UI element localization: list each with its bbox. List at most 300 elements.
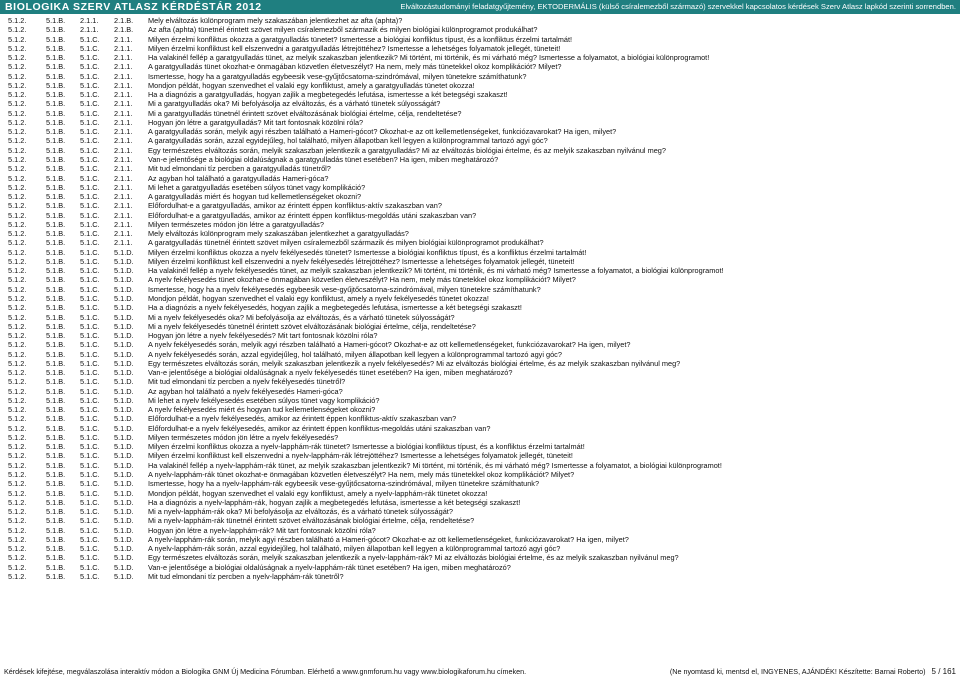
question-row bbox=[8, 331, 956, 340]
row-code: 5.1.D. bbox=[114, 321, 134, 331]
row-code: 5.1.C. bbox=[80, 544, 100, 554]
row-code: 5.1.B. bbox=[46, 516, 66, 526]
row-question: Egy természetes elváltozás során, melyik szakaszban jelentkezik a garatgyulladás? Mi az elváltozás biológiai értelme, és az melyik szakaszban nyilvánul meg? bbox=[148, 145, 666, 155]
row-code: 5.1.C. bbox=[80, 386, 100, 396]
row-code: 5.1.C. bbox=[80, 571, 100, 581]
question-row bbox=[8, 109, 956, 118]
row-code: 5.1.B. bbox=[46, 497, 66, 507]
row-code: 5.1.2. bbox=[8, 432, 27, 442]
row-code: 5.1.B. bbox=[46, 247, 66, 257]
row-code: 5.1.C. bbox=[80, 349, 100, 359]
row-code: 5.1.C. bbox=[80, 423, 100, 433]
question-row bbox=[8, 479, 956, 488]
row-code: 5.1.2. bbox=[8, 99, 27, 109]
row-question: Mi lehet a garatgyulladás esetében súlyos tünet vagy komplikáció? bbox=[148, 182, 366, 192]
question-row bbox=[8, 238, 956, 247]
question-row bbox=[8, 535, 956, 544]
row-code: 5.1.2. bbox=[8, 219, 27, 229]
row-code: 5.1.2. bbox=[8, 553, 27, 563]
row-code: 5.1.D. bbox=[114, 562, 134, 572]
row-code: 5.1.B. bbox=[46, 386, 66, 396]
row-code: 5.1.B. bbox=[46, 571, 66, 581]
question-row bbox=[8, 275, 956, 284]
footer-credit bbox=[670, 666, 956, 678]
row-code: 5.1.B. bbox=[46, 488, 66, 498]
row-code: 2.1.1. bbox=[80, 25, 99, 35]
question-row bbox=[8, 62, 956, 71]
question-row bbox=[8, 155, 956, 164]
question-row bbox=[8, 174, 956, 183]
row-code: 5.1.C. bbox=[80, 43, 100, 53]
row-code: 5.1.2. bbox=[8, 451, 27, 461]
row-code: 5.1.C. bbox=[80, 460, 100, 470]
row-code: 5.1.2. bbox=[8, 331, 27, 341]
row-code: 5.1.2. bbox=[8, 275, 27, 285]
row-code: 2.1.1. bbox=[114, 173, 133, 183]
row-code: 2.1.1. bbox=[80, 16, 99, 25]
question-row bbox=[8, 470, 956, 479]
row-code: 5.1.D. bbox=[114, 525, 134, 535]
row-code: 5.1.D. bbox=[114, 303, 134, 313]
row-code: 5.1.C. bbox=[80, 62, 100, 72]
row-code: 5.1.C. bbox=[80, 562, 100, 572]
row-code: 5.1.2. bbox=[8, 127, 27, 137]
row-question: Ha valakinél fellép a nyelv-lapphám-rák tünet, az melyik szakaszban jelentkezik? Mi történt, mi történik, és mi várható még? Ismertesse a folyamatot, a biológiai különprogramot! bbox=[148, 460, 722, 470]
row-code: 5.1.2. bbox=[8, 256, 27, 266]
question-row bbox=[8, 368, 956, 377]
row-code: 5.1.2. bbox=[8, 284, 27, 294]
question-row bbox=[8, 146, 956, 155]
row-question: A garatgyulladás során, azzal egyidejűleg, hol található, milyen állapotban kell legyen a különprogrammal tartozó agyi góc? bbox=[148, 136, 548, 146]
row-code: 5.1.C. bbox=[80, 405, 100, 415]
row-code: 5.1.2. bbox=[8, 312, 27, 322]
row-code: 5.1.2. bbox=[8, 497, 27, 507]
row-question: Mit tud elmondani tíz percben a garatgyulladás tünetről? bbox=[148, 164, 331, 174]
row-code: 5.1.D. bbox=[114, 497, 134, 507]
row-code: 5.1.B. bbox=[46, 525, 66, 535]
footer-note: Kérdések kifejtése, megválaszolása interaktív módon a Biologika GNM Új Medicina Fórumban. Elérhető a www.gnmforum.hu vagy www.biologikaforum.hu címeken. bbox=[4, 667, 527, 676]
row-code: 5.1.D. bbox=[114, 414, 134, 424]
row-code: 5.1.C. bbox=[80, 164, 100, 174]
row-code: 5.1.2. bbox=[8, 136, 27, 146]
row-question: Egy természetes elváltozás során, melyik szakaszban jelentkezik a nyelv-lapphám-rák? Mi az elváltozás biológiai értelme, és az melyik szakaszban nyilvánul meg? bbox=[148, 553, 679, 563]
row-code: 5.1.B. bbox=[46, 192, 66, 202]
row-code: 5.1.C. bbox=[80, 525, 100, 535]
row-code: 5.1.B. bbox=[46, 470, 66, 480]
row-question: Van-e jelentősége a biológiai oldalúságnak a garatgyulladás tünet esetében? Ha igen, miben meghatározó? bbox=[148, 154, 499, 164]
row-code: 5.1.C. bbox=[80, 136, 100, 146]
row-code: 5.1.D. bbox=[114, 256, 134, 266]
question-row bbox=[8, 164, 956, 173]
row-code: 5.1.B. bbox=[46, 275, 66, 285]
row-code: 5.1.B. bbox=[46, 395, 66, 405]
row-code: 5.1.2. bbox=[8, 340, 27, 350]
question-row bbox=[8, 451, 956, 460]
row-question: Mit tud elmondani tíz percben a nyelv-lapphám-rák tünetről? bbox=[148, 571, 344, 581]
row-code: 5.1.C. bbox=[80, 192, 100, 202]
row-code: 5.1.2. bbox=[8, 266, 27, 276]
row-code: 5.1.D. bbox=[114, 293, 134, 303]
question-row bbox=[8, 248, 956, 257]
row-code: 5.1.D. bbox=[114, 405, 134, 415]
question-row bbox=[8, 442, 956, 451]
row-code: 5.1.B. bbox=[46, 432, 66, 442]
row-code: 5.1.2. bbox=[8, 534, 27, 544]
row-code: 5.1.C. bbox=[80, 395, 100, 405]
row-code: 5.1.2. bbox=[8, 192, 27, 202]
row-code: 5.1.B. bbox=[46, 405, 66, 415]
row-question: A nyelv fekélyesedés tünet okozhat-e önmagában közvetlen életveszélyt? Ha nem, mely más tünetekkel okoz komplikációt? Milyet? bbox=[148, 275, 576, 285]
document-header bbox=[0, 0, 960, 14]
row-question: Mi a nyelv fekélyesedés tünetnél érintett szövet elváltozásának biológiai értelme, célja, rendeltetése? bbox=[148, 321, 476, 331]
row-question: Előfordulhat-e a nyelv fekélyesedés, amikor az érintett éppen konfliktus-aktív szakaszban van? bbox=[148, 414, 457, 424]
row-question: Az agyban hol található a garatgyulladás Hameri-góca? bbox=[148, 173, 329, 183]
question-row bbox=[8, 377, 956, 386]
question-row bbox=[8, 507, 956, 516]
row-code: 5.1.C. bbox=[80, 284, 100, 294]
row-code: 5.1.D. bbox=[114, 395, 134, 405]
row-code: 5.1.C. bbox=[80, 293, 100, 303]
question-row bbox=[8, 266, 956, 275]
row-code: 5.1.2. bbox=[8, 201, 27, 211]
row-question: Mely elváltozás különprogram mely szakaszában jelentkezhet a garatgyulladás? bbox=[148, 229, 409, 239]
row-code: 5.1.2. bbox=[8, 386, 27, 396]
row-question: Mi lehet a nyelv fekélyesedés esetében súlyos tünet vagy komplikáció? bbox=[148, 395, 380, 405]
row-code: 5.1.C. bbox=[80, 368, 100, 378]
row-code: 5.1.B. bbox=[46, 62, 66, 72]
row-code: 5.1.C. bbox=[80, 442, 100, 452]
row-code: 5.1.D. bbox=[114, 358, 134, 368]
row-code: 5.1.B. bbox=[46, 293, 66, 303]
question-row bbox=[8, 489, 956, 498]
row-code: 5.1.C. bbox=[80, 497, 100, 507]
row-code: 2.1.1. bbox=[114, 229, 133, 239]
question-row bbox=[8, 313, 956, 322]
row-code: 2.1.1. bbox=[114, 108, 133, 118]
question-row bbox=[8, 211, 956, 220]
row-code: 5.1.2. bbox=[8, 247, 27, 257]
row-code: 5.1.2. bbox=[8, 470, 27, 480]
row-code: 5.1.C. bbox=[80, 451, 100, 461]
row-code: 5.1.C. bbox=[80, 266, 100, 276]
question-row bbox=[8, 414, 956, 423]
row-code: 5.1.B. bbox=[46, 312, 66, 322]
row-question: Mondjon példát, hogyan szenvedhet el valaki egy konfliktust, amely a garatgyulladás tünetet okozza! bbox=[148, 80, 475, 90]
question-row bbox=[8, 201, 956, 210]
row-question: Mit tud elmondani tíz percben a nyelv fekélyesedés tünetről? bbox=[148, 377, 346, 387]
row-code: 2.1.1. bbox=[114, 90, 133, 100]
row-question: Előfordulhat-e a garatgyulladás, amikor az érintett éppen konfliktus-aktív szakaszban van? bbox=[148, 201, 442, 211]
row-code: 5.1.C. bbox=[80, 99, 100, 109]
question-row bbox=[8, 572, 956, 581]
question-row bbox=[8, 44, 956, 53]
row-code: 5.1.2. bbox=[8, 71, 27, 81]
row-code: 5.1.B. bbox=[46, 25, 66, 35]
row-question: Ismertesse, hogy ha a nyelv fekélyesedés egybeesik vese-gyűjtőcsatorna-szindrómával, milyen tünetekre számíthatunk? bbox=[148, 284, 541, 294]
row-code: 5.1.C. bbox=[80, 414, 100, 424]
question-row bbox=[8, 498, 956, 507]
question-list bbox=[8, 16, 956, 664]
question-row bbox=[8, 285, 956, 294]
row-code: 5.1.B. bbox=[46, 127, 66, 137]
row-code: 5.1.B. bbox=[46, 377, 66, 387]
row-code: 5.1.C. bbox=[80, 71, 100, 81]
row-code: 5.1.C. bbox=[80, 432, 100, 442]
row-question: Van-e jelentősége a biológiai oldalúságnak a nyelv fekélyesedés tünet esetében? Ha igen, miben meghatározó? bbox=[148, 368, 513, 378]
row-code: 5.1.B. bbox=[46, 16, 66, 25]
row-code: 5.1.2. bbox=[8, 117, 27, 127]
row-question: Mi a nyelv-lapphám-rák tünetnél érintett szövet elváltozásának biológiai értelme, célja, rendeltetése? bbox=[148, 516, 475, 526]
row-code: 5.1.2. bbox=[8, 62, 27, 72]
row-code: 2.1.1. bbox=[114, 99, 133, 109]
row-code: 5.1.2. bbox=[8, 210, 27, 220]
row-code: 5.1.2. bbox=[8, 229, 27, 239]
row-code: 5.1.B. bbox=[46, 507, 66, 517]
question-row bbox=[8, 35, 956, 44]
row-code: 5.1.2. bbox=[8, 349, 27, 359]
question-row bbox=[8, 99, 956, 108]
question-row bbox=[8, 303, 956, 312]
question-row bbox=[8, 461, 956, 470]
row-code: 5.1.D. bbox=[114, 349, 134, 359]
row-code: 5.1.D. bbox=[114, 386, 134, 396]
question-row bbox=[8, 359, 956, 368]
row-code: 5.1.B. bbox=[46, 99, 66, 109]
row-code: 5.1.2. bbox=[8, 562, 27, 572]
row-question: A nyelv-lapphám-rák tünet okozhat-e önmagában közvetlen életveszélyt? Ha nem, mely más tünetekkel okoz komplikációt? Milyet? bbox=[148, 470, 575, 480]
row-question: Ha valakinél fellép a garatgyulladás tünet, az melyik szakaszban jelentkezik? Mi történt, mi történik, és mi várható még? Ismertesse a folyamatot, a biológiai különprogramot! bbox=[148, 53, 710, 63]
row-code: 5.1.2. bbox=[8, 34, 27, 44]
row-code: 5.1.2. bbox=[8, 43, 27, 53]
row-question: Ismertesse, hogy ha a garatgyulladás egybeesik vese-gyűjtőcsatorna-szindrómával, milyen tünetekre számíthatunk? bbox=[148, 71, 527, 81]
row-code: 5.1.B. bbox=[46, 108, 66, 118]
row-code: 5.1.B. bbox=[46, 358, 66, 368]
row-code: 5.1.2. bbox=[8, 182, 27, 192]
question-row bbox=[8, 118, 956, 127]
row-code: 5.1.B. bbox=[46, 553, 66, 563]
row-code: 5.1.C. bbox=[80, 275, 100, 285]
footer-credit-text: (Ne nyomtasd ki, mentsd el, INGYENES, AJÁNDÉK! Készítette: Barnai Roberto) bbox=[669, 667, 926, 676]
row-code: 5.1.D. bbox=[114, 266, 134, 276]
row-code: 5.1.C. bbox=[80, 331, 100, 341]
row-code: 5.1.D. bbox=[114, 544, 134, 554]
row-code: 5.1.2. bbox=[8, 395, 27, 405]
question-row bbox=[8, 433, 956, 442]
row-code: 5.1.2. bbox=[8, 525, 27, 535]
row-code: 5.1.B. bbox=[46, 321, 66, 331]
row-question: Mondjon példát, hogyan szenvedhet el valaki egy konfliktust, amely a nyelv fekélyesedés tünetet okozza! bbox=[148, 293, 489, 303]
row-code: 5.1.C. bbox=[80, 507, 100, 517]
row-code: 2.1.B. bbox=[114, 16, 134, 25]
page-number: 5 / 161 bbox=[931, 667, 956, 676]
row-code: 5.1.2. bbox=[8, 460, 27, 470]
row-question: A nyelv fekélyesedés során, melyik agyi részben található a Hameri-gócot? Okozhat-e az ott kellemetlenségeket, funkciózavarokat? Ha igen, milyet? bbox=[148, 340, 631, 350]
row-code: 5.1.C. bbox=[80, 219, 100, 229]
row-question: Milyen érzelmi konfliktust kell elszenvedni a nyelv-lapphám-rák létrejöttéhez? Ismertesse a lehetséges folyamatok jellegét, tüneteit! bbox=[148, 451, 573, 461]
row-code: 5.1.2. bbox=[8, 303, 27, 313]
row-question: Ismertesse, hogy ha a nyelv-lapphám-rák egybeesik vese-gyűjtőcsatorna-szindrómával, milyen tünetekre számíthatunk? bbox=[148, 479, 540, 489]
question-row bbox=[8, 53, 956, 62]
question-row bbox=[8, 127, 956, 136]
row-code: 5.1.B. bbox=[46, 340, 66, 350]
row-code: 5.1.B. bbox=[46, 229, 66, 239]
row-code: 5.1.B. bbox=[46, 451, 66, 461]
row-code: 5.1.C. bbox=[80, 340, 100, 350]
question-row bbox=[8, 544, 956, 553]
row-code: 5.1.C. bbox=[80, 534, 100, 544]
row-code: 5.1.C. bbox=[80, 90, 100, 100]
row-question: A garatgyulladás tünetnél érintett szövet milyen csíralemezből származik és milyen biológiai különprogramot produkálhat? bbox=[148, 238, 544, 248]
row-code: 5.1.D. bbox=[114, 470, 134, 480]
row-question: Van-e jelentősége a biológiai oldalúságnak a nyelv-lapphám-rák tünet esetében? Ha igen, miben meghatározó? bbox=[148, 562, 511, 572]
row-code: 5.1.D. bbox=[114, 534, 134, 544]
row-question: Mi a nyelv fekélyesedés oka? Mi befolyásolja az elváltozás, és a várható tünetek súlyosságát? bbox=[148, 312, 455, 322]
row-question: Ha valakinél fellép a nyelv fekélyesedés tünet, az melyik szakaszban jelentkezik? Mi történt, mi történik, és mi várható még? Ismertesse a folyamatot, a biológiai különprogramot! bbox=[148, 266, 724, 276]
question-row bbox=[8, 72, 956, 81]
row-code: 5.1.C. bbox=[80, 238, 100, 248]
question-row bbox=[8, 25, 956, 34]
row-code: 5.1.2. bbox=[8, 108, 27, 118]
row-code: 5.1.C. bbox=[80, 210, 100, 220]
row-question: Milyen érzelmi konfliktust kell elszenvedni a nyelv fekélyesedés létrejöttéhez? Ismertesse a lehetséges folyamatok jellegét, tüneteit! bbox=[148, 256, 575, 266]
row-code: 5.1.C. bbox=[80, 117, 100, 127]
row-code: 2.1.1. bbox=[114, 43, 133, 53]
row-code: 5.1.B. bbox=[46, 534, 66, 544]
row-code: 5.1.B. bbox=[46, 544, 66, 554]
row-question: Előfordulhat-e a garatgyulladás, amikor az érintett éppen konfliktus-megoldás utáni szakaszban van? bbox=[148, 210, 477, 220]
row-question: Milyen természetes módon jön létre a nyelv fekélyesedés? bbox=[148, 432, 339, 442]
question-row bbox=[8, 563, 956, 572]
row-code: 5.1.B. bbox=[46, 43, 66, 53]
row-code: 5.1.C. bbox=[80, 229, 100, 239]
row-code: 5.1.D. bbox=[114, 284, 134, 294]
row-code: 5.1.B. bbox=[46, 442, 66, 452]
row-code: 5.1.2. bbox=[8, 571, 27, 581]
row-question: Egy természetes elváltozás során, melyik szakaszban jelentkezik a nyelv fekélyesedés? Mi az elváltozás biológiai értelme, és az melyik szakaszban nyilvánul meg? bbox=[148, 358, 681, 368]
row-code: 5.1.C. bbox=[80, 201, 100, 211]
row-code: 5.1.B. bbox=[46, 368, 66, 378]
row-code: 5.1.2. bbox=[8, 488, 27, 498]
row-code: 5.1.C. bbox=[80, 479, 100, 489]
row-code: 5.1.2. bbox=[8, 516, 27, 526]
row-question: Hogyan jön létre a nyelv-lapphám-rák? Mit tart fontosnak közölni róla? bbox=[148, 525, 376, 535]
row-code: 5.1.D. bbox=[114, 460, 134, 470]
row-question: Hogyan jön létre a garatgyulladás? Mit tart fontosnak közölni róla? bbox=[148, 117, 364, 127]
row-code: 5.1.2. bbox=[8, 293, 27, 303]
row-question: Ha a diagnózis a nyelv fekélyesedés, hogyan zajlik a megbetegedés lefutása, ismertesse a két betegségi szakaszt! bbox=[148, 303, 522, 313]
question-row bbox=[8, 257, 956, 266]
row-code: 5.1.B. bbox=[46, 219, 66, 229]
row-question: Ha a diagnózis a garatgyulladás, hogyan zajlik a megbetegedés lefutása, ismertesse a két betegségi szakaszt! bbox=[148, 90, 508, 100]
row-question: Milyen érzelmi konfliktus okozza a nyelv-lapphám-rák tünetet? Ismertesse a biológiai konfliktus típust, és a konfliktus érzelmi tartalmát! bbox=[148, 442, 585, 452]
question-row bbox=[8, 350, 956, 359]
row-code: 5.1.2. bbox=[8, 321, 27, 331]
row-question: A nyelv-lapphám-rák során, melyik agyi részben található a Hameri-gócot? Okozhat-e az ott kellemetlenségeket, funkciózavarokat? Ha igen, milyet? bbox=[148, 534, 629, 544]
row-code: 5.1.C. bbox=[80, 182, 100, 192]
question-row bbox=[8, 229, 956, 238]
row-code: 5.1.C. bbox=[80, 127, 100, 137]
row-code: 5.1.2. bbox=[8, 442, 27, 452]
row-code: 5.1.B. bbox=[46, 238, 66, 248]
row-code: 5.1.C. bbox=[80, 108, 100, 118]
row-code: 5.1.B. bbox=[46, 460, 66, 470]
question-row bbox=[8, 192, 956, 201]
row-code: 5.1.D. bbox=[114, 516, 134, 526]
row-code: 5.1.D. bbox=[114, 553, 134, 563]
row-code: 5.1.D. bbox=[114, 432, 134, 442]
row-code: 5.1.B. bbox=[46, 117, 66, 127]
row-code: 2.1.1. bbox=[114, 154, 133, 164]
row-code: 5.1.B. bbox=[46, 164, 66, 174]
row-code: 5.1.B. bbox=[46, 80, 66, 90]
question-row bbox=[8, 81, 956, 90]
row-code: 5.1.C. bbox=[80, 80, 100, 90]
row-question: Az afta (aphta) tünetnél érintett szövet milyen csíralemezből származik és milyen biológiai különprogramot produkálhat? bbox=[148, 25, 538, 35]
row-code: 5.1.B. bbox=[46, 201, 66, 211]
row-question: Mi a garatgyulladás oka? Mi befolyásolja az elváltozás, és a várható tünetek súlyosságát? bbox=[148, 99, 441, 109]
row-code: 5.1.C. bbox=[80, 377, 100, 387]
row-question: Mondjon példát, hogyan szenvedhet el valaki egy konfliktust, amely a nyelv-lapphám-rák tünetet okozza! bbox=[148, 488, 488, 498]
header-subtitle: Elváltozástudományi feladatgyűjtemény, EKTODERMÁLIS (külső csíralemezből származó) szervekkel kapcsolatos kérdések Szerv Atlasz lapkód szerinti sorrendben. bbox=[400, 2, 956, 11]
row-code: 5.1.B. bbox=[46, 145, 66, 155]
row-code: 5.1.B. bbox=[46, 331, 66, 341]
row-code: 5.1.D. bbox=[114, 368, 134, 378]
row-code: 5.1.C. bbox=[80, 145, 100, 155]
row-code: 2.1.1. bbox=[114, 210, 133, 220]
row-code: 5.1.C. bbox=[80, 470, 100, 480]
question-row bbox=[8, 183, 956, 192]
row-question: Milyen érzelmi konfliktus okozza a nyelv fekélyesedés tünetet? Ismertesse a biológiai konfliktus típust, és a konfliktus érzelmi tartalmát! bbox=[148, 247, 587, 257]
row-code: 5.1.2. bbox=[8, 479, 27, 489]
row-code: 5.1.D. bbox=[114, 571, 134, 581]
row-code: 5.1.D. bbox=[114, 340, 134, 350]
row-code: 5.1.D. bbox=[114, 275, 134, 285]
row-code: 2.1.1. bbox=[114, 164, 133, 174]
row-code: 5.1.2. bbox=[8, 145, 27, 155]
row-code: 5.1.B. bbox=[46, 479, 66, 489]
row-question: Hogyan jön létre a nyelv fekélyesedés? Mit tart fontosnak közölni róla? bbox=[148, 331, 378, 341]
row-code: 5.1.2. bbox=[8, 164, 27, 174]
row-question: A nyelv fekélyesedés során, azzal egyidejűleg, hol található, milyen állapotban kell legyen a különprogrammal tartozó agyi góc? bbox=[148, 349, 562, 359]
row-question: Mi a nyelv-lapphám-rák oka? Mi befolyásolja az elváltozás, és a várható tünetek súlyosságát? bbox=[148, 507, 453, 517]
row-code: 2.1.B. bbox=[114, 25, 134, 35]
row-code: 5.1.B. bbox=[46, 53, 66, 63]
row-code: 5.1.2. bbox=[8, 53, 27, 63]
row-code: 5.1.D. bbox=[114, 423, 134, 433]
row-question: Az agyban hol található a nyelv fekélyesedés Hameri-góca? bbox=[148, 386, 343, 396]
row-code: 5.1.2. bbox=[8, 154, 27, 164]
question-row bbox=[8, 294, 956, 303]
question-row bbox=[8, 396, 956, 405]
row-code: 2.1.1. bbox=[114, 117, 133, 127]
row-code: 5.1.D. bbox=[114, 451, 134, 461]
row-code: 5.1.2. bbox=[8, 423, 27, 433]
row-code: 2.1.1. bbox=[114, 34, 133, 44]
row-code: 5.1.B. bbox=[46, 562, 66, 572]
row-code: 5.1.B. bbox=[46, 154, 66, 164]
row-code: 5.1.2. bbox=[8, 377, 27, 387]
row-question: Ha a diagnózis a nyelv-lapphám-rák, hogyan zajlik a megbetegedés lefutása, ismertesse a két betegségi szakaszt! bbox=[148, 497, 521, 507]
question-row bbox=[8, 340, 956, 349]
row-code: 5.1.2. bbox=[8, 358, 27, 368]
header-title: BIOLOGIKA SZERV ATLASZ KÉRDÉSTÁR 2012 bbox=[5, 1, 262, 13]
row-code: 5.1.B. bbox=[46, 136, 66, 146]
question-row bbox=[8, 90, 956, 99]
row-code: 5.1.C. bbox=[80, 34, 100, 44]
question-row bbox=[8, 553, 956, 562]
row-code: 5.1.2. bbox=[8, 507, 27, 517]
row-code: 5.1.B. bbox=[46, 182, 66, 192]
